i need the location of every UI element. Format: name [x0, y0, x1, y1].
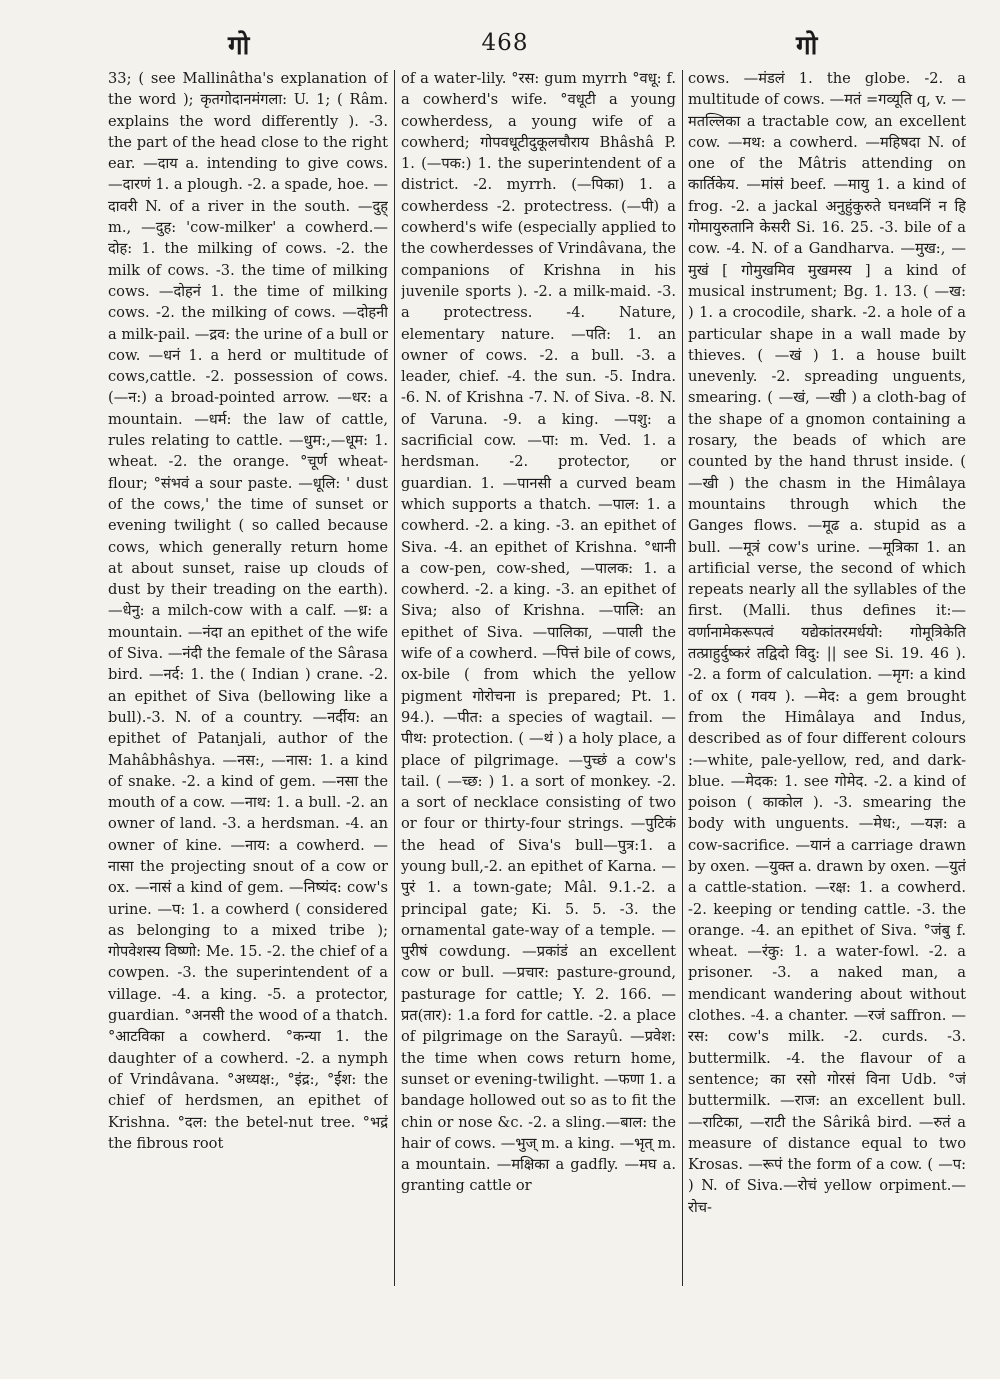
guide-word-left: गो: [228, 31, 250, 61]
column-divider: [682, 70, 683, 1286]
page-header: [0, 26, 1000, 66]
page-number: 468: [481, 30, 529, 56]
column-2-text: of a water-lily. °रस: gum myrrh °वधू: f. a cowherd's wife. °वधूटी a young cowherdess, a young wife of a cowherd; गोपवधूटीदुकूलचौराय Bhâshâ P. 1. (—पक:) 1. the superintendent of a district. -2. myrrh. (—पिका) 1. a cowherdess -2. protectress. (—पी) a cowherd's wife (especially applied to the cowherdesses of Vrindâvana, the companions of Krishna in his juvenile sports ). -2. a milk-maid. -3. a protectress. -4. Nature, elementary nature. —पति: 1. an owner of cows. -2. a bull. -3. a leader, chief. -4. the sun. -5. Indra. -6. N. of Krishna -7. N. of Siva. -8. N. of Varuna. -9. a king. —पशु: a sacrificial cow. —पा: m. Ved. 1. a herdsman. -2. protector, or guardian. 1. —पानसी a curved beam which supports a thatch. —पाल: 1. a cowherd. -2. a king. -3. an epithet of Siva. -4. an epithet of Krishna. °धानी a cow-pen, cow-shed, —पालक: 1. a cowherd. -2. a king. -3. an epithet of Siva; also of Krishna. —पालि: an epithet of Siva. —पालिका, —पाली the wife of a cowherd. —पित्तं bile of cows, ox-bile ( from which the yellow pigment गोरोचना is prepared; Pt. 1. 94.). —पीत: a species of wagtail. —पीथ: protection. ( —थं ) a holy place, a place of pilgrimage. —पुच्छं a cow's tail. ( —च्छ: ) 1. a sort of monkey. -2. a sort of necklace consisting of two or four or thirty-four strings. —पुटिकं the head of Siva's bull—पुत्र:1. a young bull,-2. an epithet of Karna. —पुरं 1. a town-gate; Mâl. 9.1.-2. a principal gate; Ki. 5. 5. -3. the ornamental gate-way of a temple. —पुरीषं cowdung. —प्रकांडं an excellent cow or bull. —प्रचार: pasture-ground, pasturage for cattle; Y. 2. 166. —प्रत(तार): 1.a ford for cattle. -2. a place of pilgrimage on the Sarayû. —प्रवेश: the time when cows return home, sunset or evening-twilight. —फणा 1. a bandage hollowed out so as to fit the chin or nose &c. -2. a sling.—बाल: the hair of cows. —भुज् m. a king. —भृत् m. a mountain. —मक्षिका a gadfly. —मघ a. granting cattle or: [401, 70, 676, 1195]
column-divider: [394, 70, 395, 1286]
column-1-text: 33; ( see Mallinâtha's explanation of the word ); कृतगोदानमंगला: U. 1; ( Râm. explains the word differently ). -3. the part of the head close to the right ear. —दाय a. intending to give cows. —दारणं 1. a plough. -2. a spade, hoe. —दावरी N. of a river in the south. —दुह् m., —दुह: 'cow-milker' a cowherd.—दोह: 1. the milking of cows. -2. the milk of cows. -3. the time of milking cows. —दोहनं 1. the time of milking cows. -2. the milking of cows. —दोहनी a milk-pail. —द्रव: the urine of a bull or cow. —धनं 1. a herd or multitude of cows,cattle. -2. possession of cows. (—न:) a broad-pointed arrow. —धर: a mountain. —धर्म: the law of cattle, rules relating to cattle. —धुम:,—धूम: 1. wheat. -2. the orange. °चूर्ण wheat-flour; °संभवं a sour paste. —धूलि: ' dust of the cows,' the time of sunset or evening twilight ( so called because cows, which generally return home at about sunset, raise up clouds of dust by their treading on the earth). —धेनु: a milch-cow with a calf. —ध्र: a mountain. —नंदा an epithet of the wife of Siva. —नंदी the female of the Sârasa bird. —नर्द: 1. the ( Indian ) crane. -2. an epithet of Siva (bellowing like a bull).-3. N. of a country. —नर्दीय: an epithet of Patanjali, author of the Mahâbhâshya. —नस:, —नास: 1. a kind of snake. -2. a kind of gem. —नसा the mouth of a cow. —नाथ: 1. a bull. -2. an owner of land. -3. a herdsman. -4. an owner of kine. —नाय: a cowherd. —नासा the projecting snout of a cow or ox. —नासं a kind of gem. —निष्यंद: cow's urine. —प: 1. a cowherd ( considered as belonging to a mixed tribe ); गोपवेशस्य विष्णो: Me. 15. -2. the chief of a cowpen. -3. the superintendent of a village. -4. a king. -5. a protector, guardian. °अनसी the wood of a thatch. °आटविका a cowherd. °कन्या 1. the daughter of a cowherd. -2. a nymph of Vrindâvana. °अध्यक्ष:, °इंद्र:, °ईश: the chief of herdsmen, an epithet of Krishna. °दल: the betel-nut tree. °भद्रं the fibrous root: [108, 70, 388, 1152]
guide-word-right: गो: [796, 31, 818, 61]
text-columns: [104, 68, 970, 1290]
column-3-text: cows. —मंडलं 1. the globe. -2. a multitude of cows. —मतं =गव्यूति q, v. —मतल्लिका a tractable cow, an excellent cow. —मथ: a cowherd. —महिषदा N. of one of the Mâtris attending on कार्तिकेय. —मांसं beef. —मायु 1. a kind of frog. -2. a jackal अनुहुंकुरुते घनध्वनिं न हि गोमायुरुतानि केसरी Si. 16. 25. -3. bile of a cow. -4. N. of a Gandharva. —मुख:, —मुखं [ गोमुखमिव मुखमस्य ] a kind of musical instrument; Bg. 1. 13. ( —ख: ) 1. a crocodile, shark. -2. a hole of a particular shape in a wall made by thieves. ( —खं ) 1. a house built unevenly. -2. spreading unguents, smearing. ( —खं, —खी ) a cloth-bag of the shape of a gnomon containing a rosary, the beads of which are counted by the hand thrust inside. ( —खी ) the chasm in the Himâlaya mountains through which the Ganges flows. —मूढ a. stupid as a bull. —मूत्रं cow's urine. —मूत्रिका 1. an artificial verse, the second of which repeats nearly all the syllables of the first. (Malli. thus defines it:—वर्णानामेकरूपत्वं यद्येकांतरमर्धयो: गोमूत्रिकेति तत्प्राहुर्दुष्करं तद्विदो विदु: || see Si. 19. 46 ). -2. a form of calculation. —मृग: a kind of ox ( गवय ). —मेद: a gem brought from the Himâlaya and Indus, described as of four different colours :—white, pale-yellow, red, and dark-blue. —मेदक: 1. see गोमेद. -2. a kind of poison ( काकोल ). -3. smearing the body with unguents. —मेध:, —यज्ञ: a cow-sacrifice. —यानं a carriage drawn by oxen. —युक्त a. drawn by oxen. —युतं a cattle-station. —रक्ष: 1. a cowherd. -2. keeping or tending cattle. -3. the orange. -4. an epithet of Siva. °जंबु f. wheat. —रंकु: 1. a water-fowl. -2. a prisoner. -3. a naked man, a mendicant wandering about without clothes. -4. a chanter. —रजं saffron. —रस: cow's milk. -2. curds. -3. buttermilk. -4. the flavour of a sentence; का रसो गोरसं विना Udb. °जं buttermilk. —राज: an excellent bull. —राटिका, —राटी the Sârikâ bird. —रुतं a measure of distance equal to two Krosas. —रूपं the form of a cow. ( —प: ) N. of Siva.—रोचं yellow orpiment.—रोच-: [688, 70, 966, 1216]
column-3: [688, 68, 966, 1288]
column-2: [401, 68, 676, 1288]
column-1: [108, 68, 388, 1288]
